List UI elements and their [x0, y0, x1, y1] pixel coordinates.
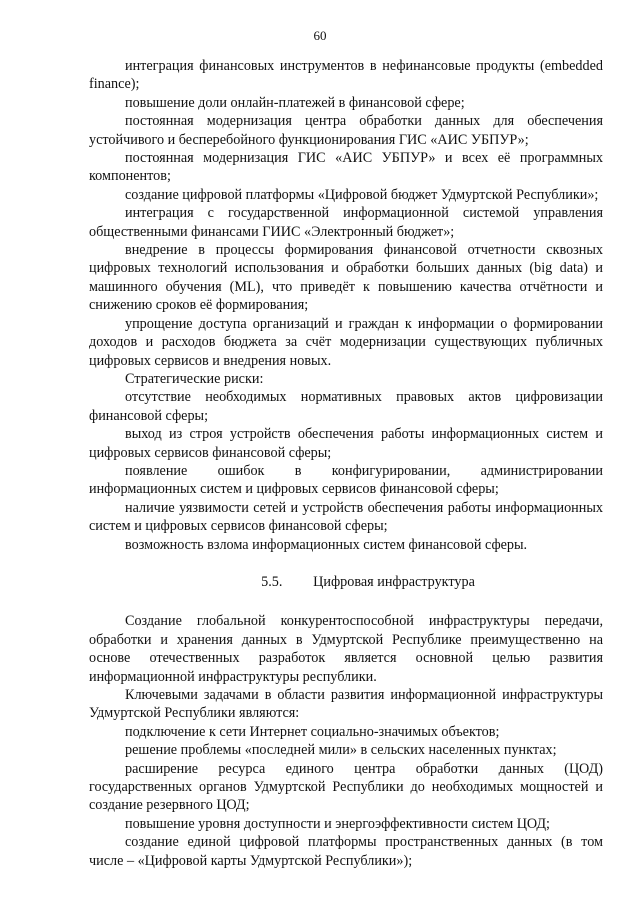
document-body	[89, 57, 603, 870]
paragraph: постоянная модернизация ГИС «АИС УБПУР» и всех её программных компонентов;	[89, 150, 603, 185]
paragraph: упрощение доступа организаций и граждан к информации о формировании доходов и расходов бюджета за счёт модернизации существующих публичных цифровых сервисов и внедрения новых.	[89, 315, 603, 369]
paragraph: наличие уязвимости сетей и устройств обеспечения работы информационных систем и цифровых сервисов финансовой сферы;	[89, 499, 603, 535]
paragraph: создание единой цифровой платформы пространственных данных (в том числе – «Цифровой карты Удмуртской Республики»);	[89, 834, 603, 869]
paragraph: отсутствие необходимых нормативных правовых актов цифровизации финансовой сферы;	[89, 389, 603, 424]
paragraph: подключение к сети Интернет социально-значимых объектов;	[125, 723, 500, 740]
paragraph: постоянная модернизация центра обработки данных для обеспечения устойчивого и бесперебойного функционирования ГИС «АИС УБПУР»;	[89, 113, 603, 148]
paragraph: Ключевыми задачами в области развития информационной инфраструктуры Удмуртской Республики являются:	[89, 687, 603, 722]
page-number: 60	[313, 28, 327, 43]
paragraphs-before	[89, 57, 603, 554]
paragraph: внедрение в процессы формирования финансовой отчетности сквозных цифровых технологий использования и обработки больших данных (big data) и машинного обучения (ML), что приведёт к повышению качества отчётности и снижению сроков её формирования;	[89, 242, 603, 314]
section-heading	[89, 573, 603, 591]
paragraph: возможность взлома информационных систем финансовой сферы.	[125, 536, 528, 553]
section-title: Цифровая инфраструктура	[313, 573, 475, 590]
paragraph: Стратегические риски:	[125, 370, 264, 387]
paragraph: интеграция с государственной информационной системой управления общественными финансами ГИИС «Электронный бюджет»;	[89, 205, 603, 240]
paragraphs-after	[89, 612, 603, 870]
paragraph: повышение доли онлайн-платежей в финансовой сфере;	[125, 94, 465, 111]
paragraph: решение проблемы «последней мили» в сельских населенных пунктах;	[125, 742, 557, 759]
paragraph: интеграция финансовых инструментов в нефинансовые продукты (embedded finance);	[89, 58, 603, 93]
paragraph: создание цифровой платформы «Цифровой бюджет Удмуртской Республики»;	[125, 186, 599, 203]
section-number: 5.5.	[261, 573, 283, 590]
paragraph: повышение уровня доступности и энергоэффективности систем ЦОД;	[125, 815, 551, 832]
paragraph: расширение ресурса единого центра обработки данных (ЦОД) государственных органов Удмуртской Республики до необходимых мощностей и создание резервного ЦОД;	[89, 760, 603, 814]
paragraph: появление ошибок в конфигурировании, администрировании информационных систем и цифровых сервисов финансовой сферы;	[89, 462, 603, 498]
paragraph: выход из строя устройств обеспечения работы информационных систем и цифровых сервисов финансовой сферы;	[89, 426, 603, 461]
paragraph: Создание глобальной конкурентоспособной инфраструктуры передачи, обработки и хранения данных в Удмуртской Республике преимущественно на основе отечественных разработок является основной целью развития информационной инфраструктуры республики.	[89, 613, 603, 685]
